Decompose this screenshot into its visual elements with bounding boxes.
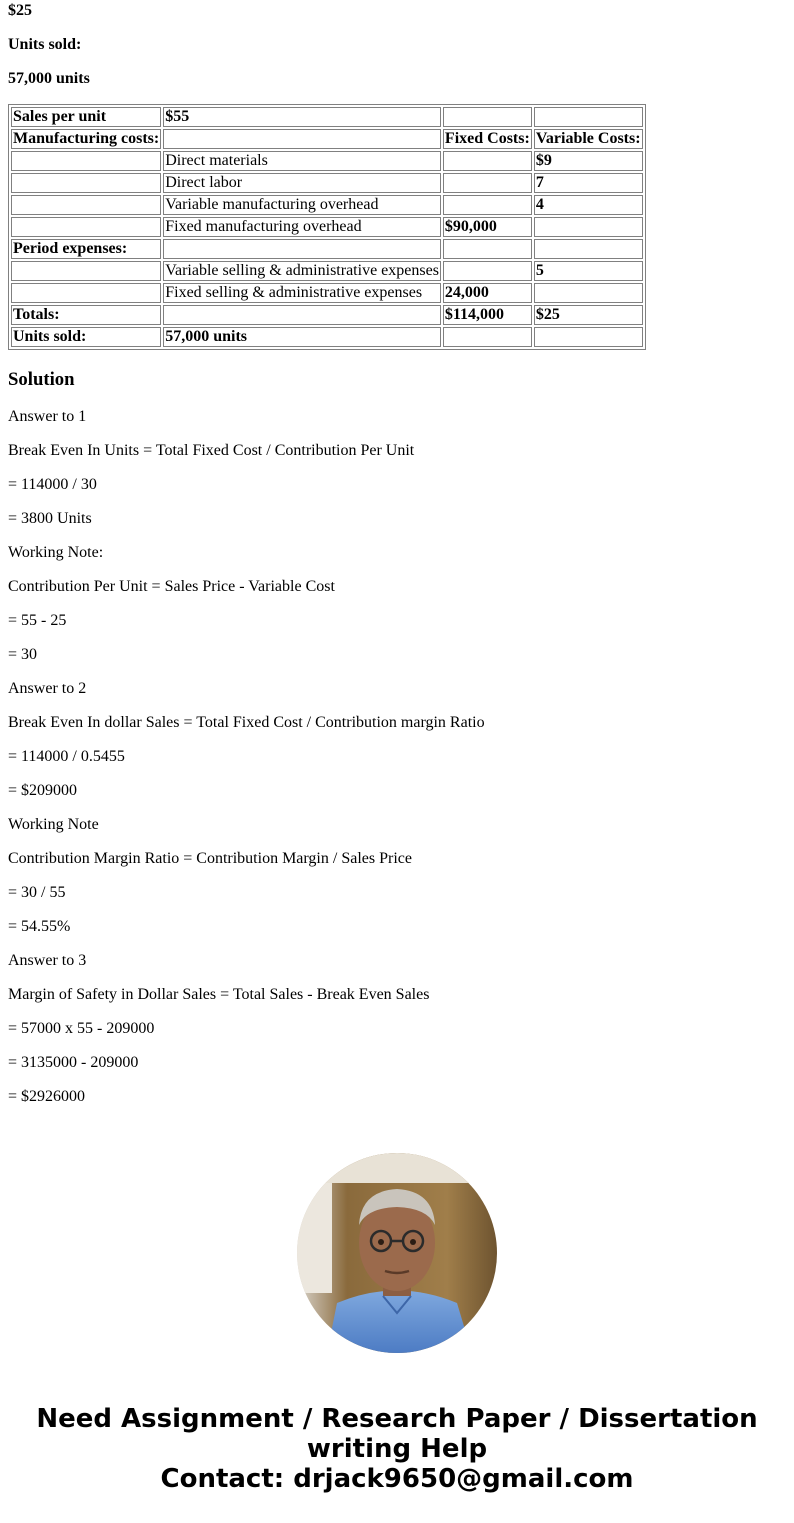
table-cell: Direct labor <box>163 173 441 193</box>
table-cell: Fixed manufacturing overhead <box>163 217 441 237</box>
table-cell <box>163 129 441 149</box>
table-cell <box>534 283 643 303</box>
solution-line: Break Even In dollar Sales = Total Fixed Cost / Contribution margin Ratio <box>8 714 485 731</box>
solution-line: = 3800 Units <box>8 510 92 527</box>
table-cell <box>163 239 441 259</box>
table-cell <box>11 195 161 215</box>
table-cell: Direct materials <box>163 151 441 171</box>
table-cell <box>443 151 532 171</box>
table-cell: Manufacturing costs: <box>13 130 160 147</box>
table-cell: 24,000 <box>443 283 532 303</box>
table-cell <box>443 261 532 281</box>
table-cell: 4 <box>534 195 643 215</box>
table-row <box>11 107 643 127</box>
solution-line: = 30 / 55 <box>8 884 66 901</box>
cost-table <box>8 104 646 350</box>
promo-line-2: writing Help <box>306 1434 488 1464</box>
table-row <box>11 217 643 237</box>
solution-line: Break Even In Units = Total Fixed Cost / Contribution Per Unit <box>8 442 415 459</box>
solution-line: = 57000 x 55 - 209000 <box>8 1020 155 1037</box>
table-row <box>11 239 643 259</box>
table-cell <box>11 151 161 171</box>
solution-heading: Solution <box>8 369 75 390</box>
author-avatar <box>297 1153 497 1353</box>
table-cell: $9 <box>534 151 643 171</box>
table-cell: $25 <box>534 305 643 325</box>
table-cell <box>11 283 161 303</box>
solution-line: Answer to 1 <box>8 408 87 425</box>
promo-contact: Contact: drjack9650@gmail.com <box>160 1464 634 1494</box>
solution-line: Margin of Safety in Dollar Sales = Total Sales - Break Even Sales <box>8 986 430 1003</box>
table-cell: $114,000 <box>443 305 532 325</box>
solution-line: = 30 <box>8 646 38 663</box>
table-cell <box>534 239 643 259</box>
solution-line: Answer to 3 <box>8 952 87 969</box>
table-cell <box>534 107 643 127</box>
table-cell: $90,000 <box>443 217 532 237</box>
intro-units-value: 57,000 units <box>8 70 90 87</box>
table-row <box>11 129 643 149</box>
intro-amount: $25 <box>8 2 32 19</box>
table-cell: Sales per unit <box>11 107 161 127</box>
table-row <box>11 305 643 325</box>
table-cell <box>534 327 643 347</box>
table-row <box>11 173 643 193</box>
promo-line-1: Need Assignment / Research Paper / Dissertation <box>36 1404 758 1434</box>
contact-promo <box>0 1404 794 1494</box>
table-cell <box>11 261 161 281</box>
table-cell: Fixed Costs: <box>444 130 530 147</box>
solution-line: Answer to 2 <box>8 680 87 697</box>
table-cell <box>163 305 441 325</box>
table-row <box>11 261 643 281</box>
table-cell <box>443 195 532 215</box>
solution-line: Working Note <box>8 816 99 833</box>
table-cell <box>11 217 161 237</box>
solution-line: = $209000 <box>8 782 78 799</box>
table-cell <box>443 173 532 193</box>
table-cell: Totals: <box>11 305 161 325</box>
author-photo-illustration <box>297 1153 497 1353</box>
table-cell: Units sold: <box>11 327 161 347</box>
table-cell: Variable selling & administrative expenses <box>165 262 439 279</box>
table-row <box>11 283 643 303</box>
solution-line: = 55 - 25 <box>8 612 67 629</box>
solution-line: = 114000 / 0.5455 <box>8 748 125 765</box>
table-cell <box>443 239 532 259</box>
table-cell <box>443 107 532 127</box>
table-cell: Period expenses: <box>11 239 161 259</box>
intro-units-label: Units sold: <box>8 36 82 53</box>
solution-line: = $2926000 <box>8 1088 86 1105</box>
table-cell: 7 <box>534 173 643 193</box>
solution-section <box>8 369 786 1105</box>
table-cell <box>534 217 643 237</box>
solution-lines <box>8 408 786 1122</box>
solution-line: Working Note: <box>8 544 104 561</box>
solution-line: Contribution Margin Ratio = Contribution Margin / Sales Price <box>8 850 412 867</box>
table-row <box>11 151 643 171</box>
table-cell: Fixed selling & administrative expenses <box>163 283 441 303</box>
table-cell: Variable Costs: <box>535 130 641 147</box>
table-cell <box>11 173 161 193</box>
solution-line: = 3135000 - 209000 <box>8 1054 139 1071</box>
table-cell: 57,000 units <box>163 327 441 347</box>
table-row <box>11 327 643 347</box>
solution-line: = 114000 / 30 <box>8 476 97 493</box>
table-row <box>11 195 643 215</box>
solution-line: = 54.55% <box>8 918 71 935</box>
table-cell: 5 <box>534 261 643 281</box>
table-cell: $55 <box>163 107 441 127</box>
table-cell <box>443 327 532 347</box>
table-cell: Variable manufacturing overhead <box>163 195 441 215</box>
solution-line: Contribution Per Unit = Sales Price - Variable Cost <box>8 578 335 595</box>
